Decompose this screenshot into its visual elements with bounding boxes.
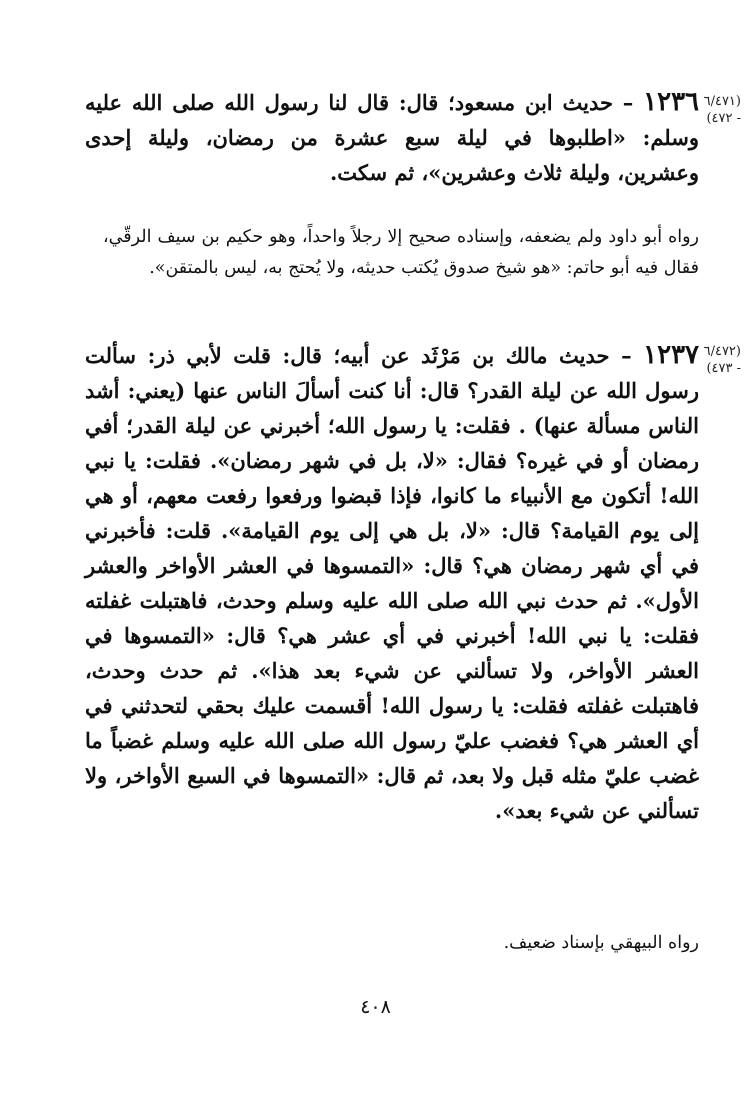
- hadith-1236-grading-note: رواه أبو داود ولم يضعفه، وإسناده صحيح إلا رجلاً واحداً، وهو حكيم بن سيف الرقّي، فقال فيه أبو حاتم: «هو شيخ صدوق يُكتب حديثه، ولا يُحتج به، ليس بالمتقن».: [103, 227, 699, 278]
- hadith-number: ١٢٣٧: [643, 340, 699, 370]
- hadith-1237: [85, 338, 699, 828]
- hadith-1236: [85, 85, 699, 190]
- margin-reference: (٦/٤٧٢ - ٤٧٣): [703, 344, 741, 376]
- margin-reference: (٦/٤٧١ - ٤٧٢): [703, 94, 741, 126]
- page-number: ٤٠٨: [360, 996, 391, 1018]
- hadith-text: – حديث مالك بن مَرْثَد عن أبيه؛ قال: قلت لأبي ذر: سألت رسول الله عن ليلة القدر؟ قال: أنا كنت أسألَ الناس عنها (يعني: أشد الناس مسألة عنها) . فقلت: يا رسول الله؛ أخبرني عن ليلة القدر؛ أفي رمضان أو في غيره؟ فقال: «لا، بل في شهر رمضان». فقلت: يا نبي الله! أتكون مع الأنبياء ما كانوا، فإذا قبضوا ورفعوا رفعت معهم، أو هي إلى يوم القيامة؟ قال: «لا، بل هي إلى يوم القيامة». قلت: فأخبرني في أي شهر رمضان هي؟ قال: «التمسوها في العشر الأواخر والعشر الأول». ثم حدث نبي الله صلى الله عليه وسلم وحدث، فاهتبلت غفلته فقلت: يا نبي الله! أخبرني في أي عشر هي؟ قال: «التمسوها في العشر الأواخر، ولا تسألني عن شيء بعد هذا». ثم حدث وحدث، فاهتبلت غفلته فقلت: يا رسول الله! أقسمت عليك بحقي لتحدثني في أي العشر هي؟ فغضب عليّ رسول الله صلى الله عليه وسلم غضباً ما غضب عليّ مثله قبل ولا بعد، ثم قال: «التمسوها في السبع الأواخر، ولا تسألني عن شيء بعد».: [85, 343, 699, 823]
- hadith-number: ١٢٣٦: [643, 87, 699, 117]
- hadith-text: – حديث ابن مسعود؛ قال: قال لنا رسول الله صلى الله عليه وسلم: «اطلبوها في ليلة سبع عشرة من رمضان، وليلة إحدى وعشرين، وليلة ثلاث وعشرين»، ثم سكت.: [85, 90, 699, 185]
- hadith-1237-grading-note: رواه البيهقي بإسناد ضعيف.: [503, 933, 699, 953]
